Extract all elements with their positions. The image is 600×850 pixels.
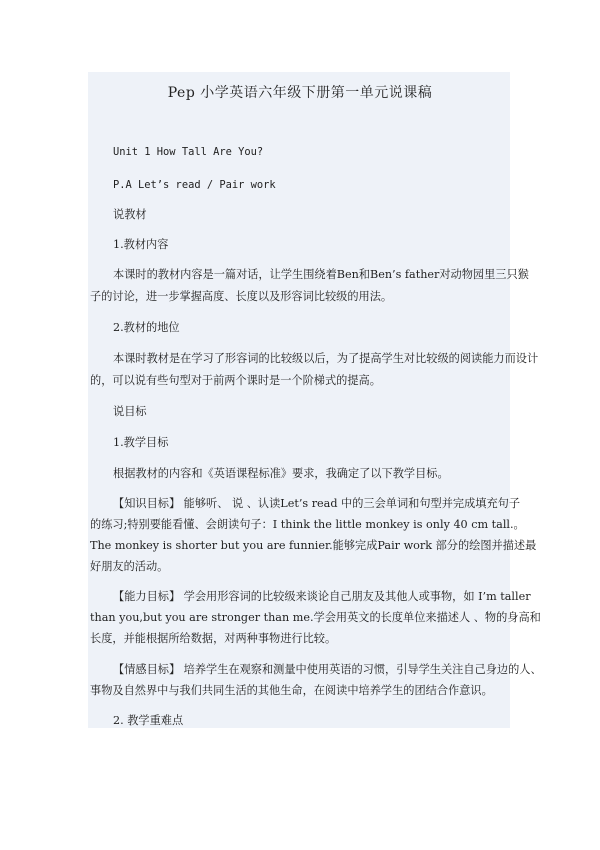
knowledge-goal-line: The monkey is shorter but you are funnier.能够完成Pair work 部分的绘图并描述最 — [90, 539, 537, 552]
emotion-goal-line: 【情感目标】 培养学生在观察和测量中使用英语的习惯，引导学生关注自己身边的人、 — [113, 663, 542, 676]
subheading-key-points: 2. 教学重难点 — [113, 714, 184, 727]
heading-goals: 说目标 — [113, 405, 147, 418]
knowledge-goal-line: 好朋友的活动。 — [90, 560, 169, 573]
subheading-position: 2.教材的地位 — [113, 321, 180, 334]
paragraph-line: 本课时教材是在学习了形容词的比较级以后，为了提高学生对比较级的阅读能力而设计 — [113, 352, 539, 365]
document-title: Pep 小学英语六年级下册第一单元说课稿 — [167, 85, 433, 101]
paragraph-line: 的，可以说有些句型对于前两个课时是一个阶梯式的提高。 — [90, 374, 381, 387]
unit-title: Unit 1 How Tall Are You? — [113, 146, 264, 158]
content-area — [88, 72, 510, 728]
part-title: P.A Let’s read / Pair work — [113, 179, 276, 191]
paragraph-line: 子的讨论，进一步掌握高度、长度以及形容词比较级的用法。 — [90, 290, 393, 303]
knowledge-goal-line: 【知识目标】 能够听、 说 、认读Let’s read 中的三会单词和句型并完成填充句子 — [113, 497, 521, 510]
paragraph-line: 本课时的教材内容是一篇对话，让学生围绕着Ben和Ben’s father对动物园里三只猴 — [113, 268, 529, 281]
subheading-content: 1.教材内容 — [113, 238, 169, 251]
ability-goal-line: 长度，并能根据所给数据，对两种事物进行比较。 — [90, 632, 337, 645]
emotion-goal-line: 事物及自然界中与我们共同生活的其他生命，在阅读中培养学生的团结合作意识。 — [90, 684, 493, 697]
subheading-goals: 1.教学目标 — [113, 436, 169, 449]
ability-goal-line: 【能力目标】 学会用形容词的比较级来谈论自己朋友及其他人或事物，如 I’m taller — [113, 590, 531, 603]
knowledge-goal-line: 的练习;特别要能看懂、会朗读句子：I think the little monkey is only 40 cm tall.。 — [90, 518, 525, 531]
heading-material: 说教材 — [113, 208, 147, 221]
paragraph-line: 根据教材的内容和《英语课程标准》要求，我确定了以下教学目标。 — [113, 467, 449, 480]
ability-goal-line: than you,but you are stronger than me.学会用英文的长度单位来描述人 、物的身高和 — [90, 611, 541, 624]
